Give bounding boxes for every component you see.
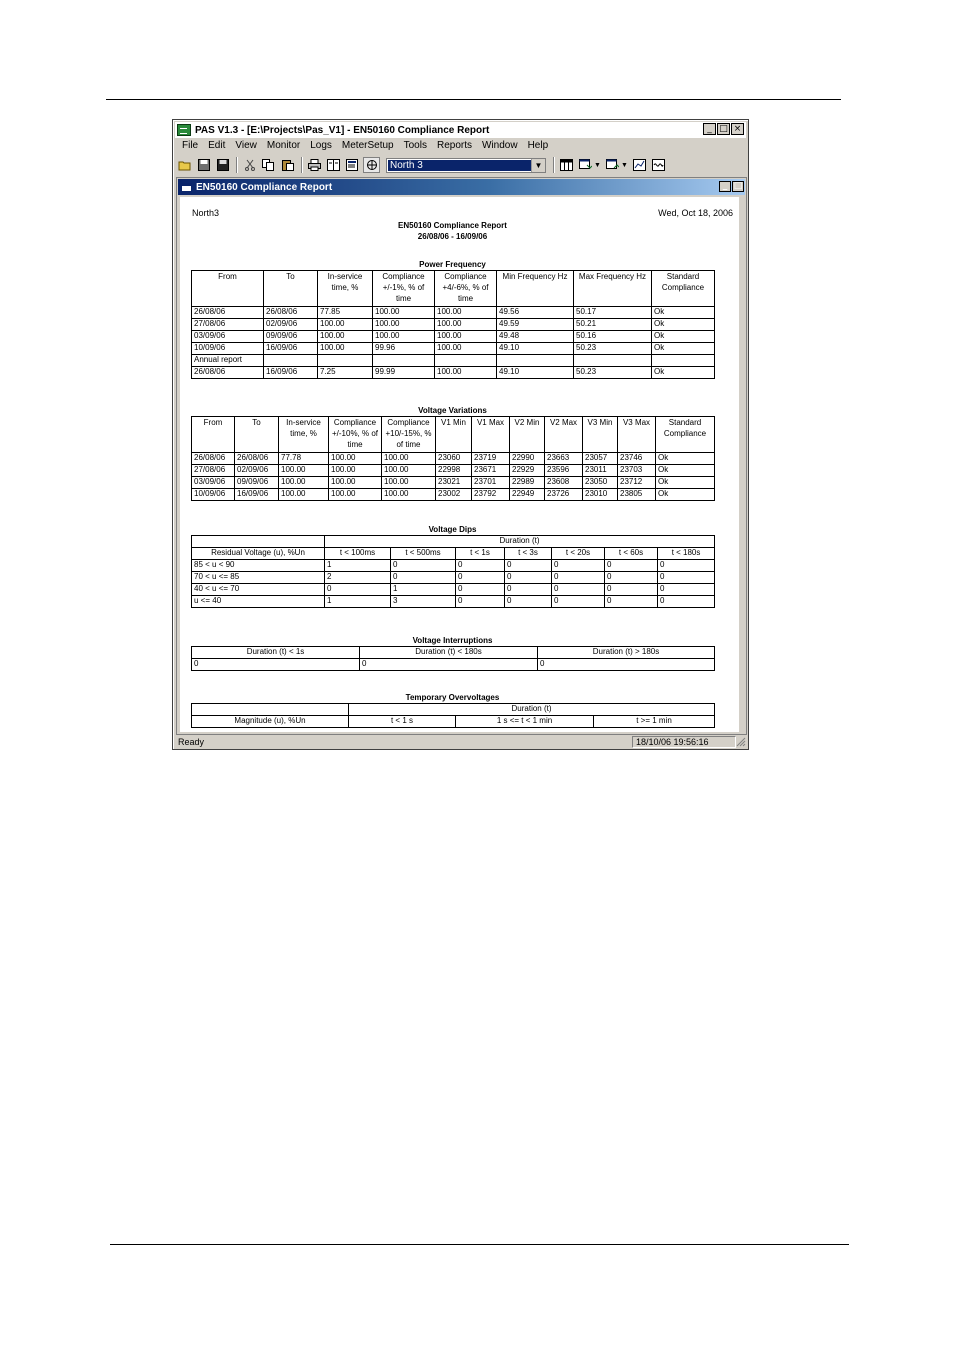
table-cell: 16/09/06 — [264, 343, 318, 355]
table-cell: 100.00 — [373, 307, 435, 319]
menu-help[interactable]: Help — [527, 140, 549, 151]
table-cell: Ok — [656, 453, 715, 465]
table-cell: Ok — [652, 343, 715, 355]
table-cell: 23011 — [583, 465, 618, 477]
table-cell: 0 — [325, 584, 391, 596]
open-icon[interactable] — [176, 157, 193, 173]
table-cell: Ok — [652, 307, 715, 319]
table-cell: 10/09/06 — [192, 489, 235, 501]
table-cell: 100.00 — [382, 465, 436, 477]
table-cell: 0 — [360, 659, 538, 671]
menu-monitor[interactable]: Monitor — [266, 140, 301, 151]
table-cell: 0 — [605, 596, 658, 608]
print-icon[interactable] — [306, 157, 323, 173]
table-cell: 0 — [552, 584, 605, 596]
table-row — [192, 319, 715, 331]
table-cell: 0 — [658, 572, 715, 584]
table-cell: 26/08/06 — [192, 367, 264, 379]
table-cell: 16/09/06 — [235, 489, 279, 501]
maximize-button[interactable]: □ — [717, 123, 730, 135]
column-header: Duration (t) < 1s — [192, 647, 360, 659]
table-cell: 100.00 — [279, 489, 329, 501]
menu-window[interactable]: Window — [481, 140, 518, 151]
table-cell: 100.00 — [318, 331, 373, 343]
column-header: V2 Max — [545, 417, 583, 453]
status-bar — [176, 736, 747, 749]
table-cell — [318, 355, 373, 367]
column-header: From — [192, 417, 235, 453]
page-footer-rule — [110, 1244, 849, 1245]
table-row — [192, 584, 715, 596]
table-cell: 50.16 — [574, 331, 652, 343]
resize-grip-icon[interactable] — [736, 737, 746, 747]
app-title: PAS V1.3 - [E:\Projects\Pas_V1] - EN50160 Compliance Report — [195, 124, 490, 136]
table-cell: 0 — [658, 560, 715, 572]
table-cell: 0 — [658, 584, 715, 596]
duration-header-row — [192, 704, 715, 716]
site-selector[interactable] — [386, 158, 546, 173]
table-cell: 0 — [505, 584, 552, 596]
table-cell: 23663 — [545, 453, 583, 465]
column-header: Max Frequency Hz — [574, 271, 652, 307]
menu-reports[interactable]: Reports — [436, 140, 472, 151]
preview-icon[interactable] — [325, 157, 342, 173]
table-cell: 23057 — [583, 453, 618, 465]
table-cell: 1 — [325, 596, 391, 608]
report-view[interactable] — [180, 197, 743, 732]
report-window-titlebar — [178, 179, 745, 195]
column-header: Standard Compliance — [656, 417, 715, 453]
table-cell: 23050 — [583, 477, 618, 489]
column-header: t < 20s — [552, 548, 605, 560]
table-cell: 0 — [192, 659, 360, 671]
table-cell: 22949 — [510, 489, 545, 501]
pas-application-window — [172, 119, 749, 750]
table-cell: 50.23 — [574, 343, 652, 355]
column-header: Duration (t) > 180s — [538, 647, 715, 659]
table-cell: Ok — [652, 319, 715, 331]
column-header: V1 Max — [472, 417, 510, 453]
table-row — [192, 453, 715, 465]
table-cell: 2 — [325, 572, 391, 584]
window-controls — [702, 123, 744, 135]
menu-tools[interactable]: Tools — [403, 140, 427, 151]
table-cell: 23608 — [545, 477, 583, 489]
column-header: To — [264, 271, 318, 307]
table-cell: 100.00 — [435, 331, 497, 343]
table-cell: 0 — [456, 596, 505, 608]
table-header-row — [192, 417, 715, 453]
table-cell: 26/08/06 — [192, 453, 235, 465]
table-header-row — [192, 271, 715, 307]
table-cell: 23021 — [436, 477, 472, 489]
table-cell: 0 — [552, 572, 605, 584]
table-cell: 02/09/06 — [264, 319, 318, 331]
report-scroll-edge[interactable] — [739, 197, 743, 732]
table-cell: 0 — [505, 560, 552, 572]
table-cell: 16/09/06 — [264, 367, 318, 379]
column-header: In-service time, % — [318, 271, 373, 307]
column-header: V1 Min — [436, 417, 472, 453]
cut-icon[interactable] — [241, 157, 258, 173]
table-cell: 22998 — [436, 465, 472, 477]
table-cell: 77.78 — [279, 453, 329, 465]
table-cell: 0 — [456, 572, 505, 584]
column-header: From — [192, 271, 264, 307]
table-row — [192, 477, 715, 489]
temporary-overvoltages-table — [191, 703, 715, 728]
table-cell: 26/08/06 — [192, 307, 264, 319]
online-icon[interactable] — [363, 157, 380, 173]
table-cell: 49.56 — [497, 307, 574, 319]
table-cell: 100.00 — [279, 477, 329, 489]
table-cell: 22989 — [510, 477, 545, 489]
table-cell: 02/09/06 — [235, 465, 279, 477]
column-header: Compliance +/-10%, % of time — [329, 417, 382, 453]
table-cell: 23010 — [583, 489, 618, 501]
column-header: t < 100ms — [325, 548, 391, 560]
table-cell: 100.00 — [382, 477, 436, 489]
table-cell: Ok — [652, 367, 715, 379]
child-window-controls — [718, 181, 744, 192]
table-cell: 49.10 — [497, 367, 574, 379]
table-cell: 23805 — [618, 489, 656, 501]
toolbar-separator — [236, 157, 238, 173]
table-cell — [497, 355, 574, 367]
table-row — [192, 572, 715, 584]
table-cell: 100.00 — [329, 453, 382, 465]
table-cell: 49.10 — [497, 343, 574, 355]
table-cell: 27/08/06 — [192, 319, 264, 331]
table-cell: Ok — [656, 465, 715, 477]
temporary-overvoltages-title: Temporary Overvoltages — [405, 693, 500, 702]
column-header: Compliance +10/-15%, % of time — [382, 417, 436, 453]
annual-report-label: Annual report — [192, 355, 264, 367]
row-header: Residual Voltage (u), %Un — [192, 548, 325, 560]
table-view-icon[interactable] — [558, 157, 575, 173]
column-header: t < 3s — [505, 548, 552, 560]
column-header: t >= 1 min — [594, 716, 715, 728]
table-cell: 0 — [456, 560, 505, 572]
table-cell: 0 — [552, 560, 605, 572]
column-header: t < 500ms — [391, 548, 456, 560]
table-cell: 49.59 — [497, 319, 574, 331]
table-cell: 03/09/06 — [192, 331, 264, 343]
table-cell — [192, 536, 325, 548]
table-cell: 85 < u < 90 — [192, 560, 325, 572]
toolbar-separator — [301, 157, 303, 173]
table-cell: 23671 — [472, 465, 510, 477]
table-cell: 100.00 — [329, 489, 382, 501]
table-header-row — [192, 716, 715, 728]
table-row — [192, 659, 715, 671]
power-frequency-title: Power Frequency — [419, 260, 486, 269]
document-icon[interactable] — [181, 183, 192, 192]
upload-icon[interactable] — [604, 157, 621, 173]
table-cell: Ok — [656, 477, 715, 489]
column-header: Duration (t) < 180s — [360, 647, 538, 659]
table-cell: 1 — [391, 584, 456, 596]
table-cell: 100.00 — [318, 319, 373, 331]
table-cell: 0 — [505, 572, 552, 584]
table-cell: 0 — [391, 560, 456, 572]
table-cell: 03/09/06 — [192, 477, 235, 489]
table-cell — [652, 355, 715, 367]
power-frequency-table — [191, 270, 715, 379]
table-cell: 1 — [325, 560, 391, 572]
annual-report-label-row — [192, 355, 715, 367]
table-cell: 100.00 — [382, 453, 436, 465]
table-cell: 0 — [391, 572, 456, 584]
table-row — [192, 560, 715, 572]
table-row — [192, 489, 715, 501]
table-header-row — [192, 548, 715, 560]
status-datetime: 18/10/06 19:56:16 — [632, 736, 736, 748]
table-cell: 23060 — [436, 453, 472, 465]
table-cell: 23746 — [618, 453, 656, 465]
row-header: Magnitude (u), %Un — [192, 716, 349, 728]
table-cell: 23712 — [618, 477, 656, 489]
download-dropdown-icon[interactable]: ▼ — [594, 161, 601, 169]
paste-icon[interactable] — [279, 157, 296, 173]
table-cell: 49.48 — [497, 331, 574, 343]
table-cell — [574, 355, 652, 367]
table-cell: 23792 — [472, 489, 510, 501]
table-cell: 100.00 — [329, 477, 382, 489]
download-icon[interactable] — [577, 157, 594, 173]
table-cell: 0 — [605, 572, 658, 584]
status-text: Ready — [178, 737, 205, 747]
table-cell: 40 < u <= 70 — [192, 584, 325, 596]
duration-label: Duration (t) — [349, 704, 715, 716]
table-row — [192, 596, 715, 608]
table-cell: 99.99 — [373, 367, 435, 379]
table-cell: 09/09/06 — [264, 331, 318, 343]
table-cell: 100.00 — [279, 465, 329, 477]
table-cell: 27/08/06 — [192, 465, 235, 477]
column-header: t < 1 s — [349, 716, 456, 728]
duration-label: Duration (t) — [325, 536, 715, 548]
column-header: 1 s <= t < 1 min — [456, 716, 594, 728]
table-cell: 23701 — [472, 477, 510, 489]
main-toolbar — [176, 155, 747, 175]
column-header: t < 1s — [456, 548, 505, 560]
menu-view[interactable]: View — [235, 140, 257, 151]
table-row — [192, 331, 715, 343]
menu-file[interactable]: File — [182, 140, 199, 151]
pas-app-icon[interactable] — [177, 124, 191, 136]
table-cell: 100.00 — [435, 319, 497, 331]
column-header: V3 Max — [618, 417, 656, 453]
table-cell: 7.25 — [318, 367, 373, 379]
annual-report-row — [192, 367, 715, 379]
page-header-rule — [106, 99, 841, 100]
report-title: EN50160 Compliance Report — [398, 221, 507, 230]
table-cell: 23002 — [436, 489, 472, 501]
table-cell: 23719 — [472, 453, 510, 465]
voltage-variations-title: Voltage Variations — [418, 406, 487, 415]
child-minimize-button[interactable]: _ — [719, 181, 731, 192]
table-cell: Ok — [652, 331, 715, 343]
table-header-row — [192, 647, 715, 659]
table-cell: 50.23 — [574, 367, 652, 379]
duration-header-row — [192, 536, 715, 548]
table-cell: u <= 40 — [192, 596, 325, 608]
save-icon[interactable] — [195, 157, 212, 173]
column-header: t < 180s — [658, 548, 715, 560]
upload-dropdown-icon[interactable]: ▼ — [620, 161, 628, 169]
voltage-interruptions-title: Voltage Interruptions — [412, 636, 493, 645]
table-cell: 0 — [605, 584, 658, 596]
report-date: Wed, Oct 18, 2006 — [658, 208, 733, 218]
table-cell: 100.00 — [373, 319, 435, 331]
properties-icon[interactable] — [344, 157, 361, 173]
table-row — [192, 465, 715, 477]
table-row — [192, 343, 715, 355]
voltage-interruptions-table — [191, 646, 715, 671]
table-cell: 50.17 — [574, 307, 652, 319]
table-cell: 100.00 — [435, 343, 497, 355]
table-cell: 22929 — [510, 465, 545, 477]
voltage-dips-table — [191, 535, 715, 608]
column-header: In-service time, % — [279, 417, 329, 453]
table-cell: 77.85 — [318, 307, 373, 319]
table-cell: 50.21 — [574, 319, 652, 331]
dropdown-arrow-icon[interactable]: ▼ — [531, 159, 545, 172]
column-header: t < 60s — [605, 548, 658, 560]
table-cell: 100.00 — [329, 465, 382, 477]
column-header: V3 Min — [583, 417, 618, 453]
table-cell: 100.00 — [435, 307, 497, 319]
table-cell: 26/08/06 — [235, 453, 279, 465]
column-header: Standard Compliance — [652, 271, 715, 307]
table-cell: 70 < u <= 85 — [192, 572, 325, 584]
table-cell: 0 — [538, 659, 715, 671]
voltage-variations-table — [191, 416, 715, 501]
voltage-dips-title: Voltage Dips — [428, 525, 477, 534]
table-cell: 23726 — [545, 489, 583, 501]
toolbar-separator — [553, 157, 555, 173]
table-cell: 22990 — [510, 453, 545, 465]
report-period: 26/08/06 - 16/09/06 — [417, 232, 488, 241]
child-maximize-button[interactable]: □ — [733, 181, 743, 191]
report-child-window — [176, 177, 747, 735]
table-cell: 3 — [391, 596, 456, 608]
menu-edit[interactable]: Edit — [208, 140, 226, 151]
table-cell: 0 — [456, 584, 505, 596]
table-cell — [435, 355, 497, 367]
table-cell — [192, 704, 349, 716]
table-cell: 0 — [552, 596, 605, 608]
app-titlebar — [175, 122, 746, 138]
save-all-icon[interactable] — [214, 157, 231, 173]
table-cell: Ok — [656, 489, 715, 501]
menu-logs[interactable]: Logs — [310, 140, 332, 151]
column-header: V2 Min — [510, 417, 545, 453]
table-cell: 100.00 — [435, 367, 497, 379]
report-window-title: EN50160 Compliance Report — [196, 181, 333, 193]
table-cell: 0 — [605, 560, 658, 572]
table-row — [192, 307, 715, 319]
copy-icon[interactable] — [260, 157, 277, 173]
table-cell: 99.96 — [373, 343, 435, 355]
table-cell: 10/09/06 — [192, 343, 264, 355]
minimize-button[interactable]: _ — [703, 123, 716, 135]
table-cell: 100.00 — [382, 489, 436, 501]
table-cell: 26/08/06 — [264, 307, 318, 319]
column-header: Compliance +4/-6%, % of time — [435, 271, 497, 307]
report-site: North3 — [192, 208, 220, 218]
table-cell: 100.00 — [318, 343, 373, 355]
table-cell: 100.00 — [373, 331, 435, 343]
menu-metersetup[interactable]: MeterSetup — [341, 140, 394, 151]
column-header: To — [235, 417, 279, 453]
site-selector-value: North 3 — [388, 160, 531, 171]
table-cell: 09/09/06 — [235, 477, 279, 489]
column-header: Min Frequency Hz — [497, 271, 574, 307]
table-cell — [373, 355, 435, 367]
table-cell: 23703 — [618, 465, 656, 477]
table-cell: 0 — [505, 596, 552, 608]
menu-bar — [177, 139, 553, 153]
table-cell — [264, 355, 318, 367]
chart-icon[interactable] — [650, 157, 667, 173]
table-cell: 0 — [658, 596, 715, 608]
graph-icon[interactable] — [631, 157, 648, 173]
column-header: Compliance +/-1%, % of time — [373, 271, 435, 307]
table-cell: 23596 — [545, 465, 583, 477]
close-button[interactable]: × — [731, 123, 744, 135]
